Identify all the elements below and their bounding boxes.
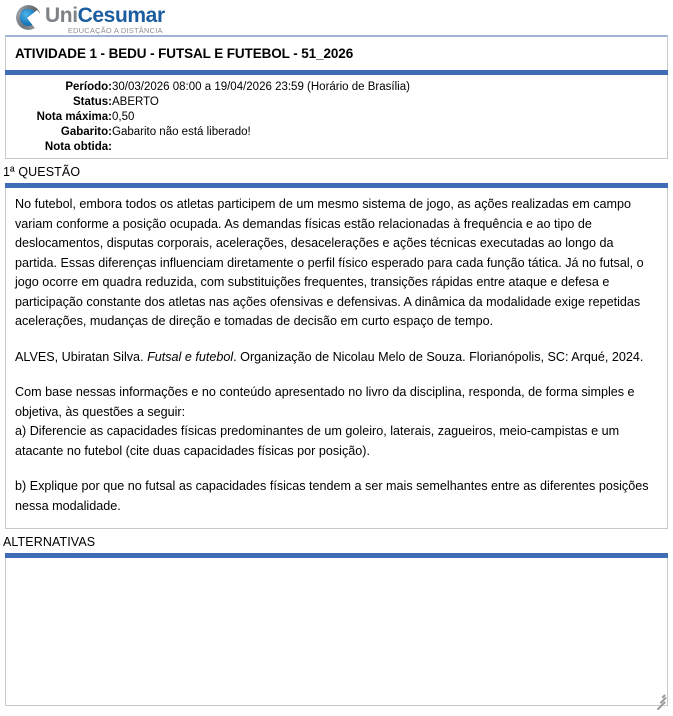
answer-heading: ALTERNATIVAS: [3, 535, 96, 549]
metadata-label: Gabarito:: [60, 126, 112, 138]
answer-panel: [5, 558, 668, 706]
metadata-value: Gabarito não está liberado!: [112, 126, 251, 138]
activity-metadata-panel: [5, 75, 668, 159]
metadata-label: Nota máxima:: [36, 111, 112, 123]
metadata-value: [112, 140, 667, 155]
question-panel: [5, 188, 668, 529]
metadata-value: 30/03/2026 08:00 a 19/04/2026 23:59 (Horário de Brasília): [112, 81, 410, 93]
metadata-value: 0,50: [112, 111, 135, 123]
metadata-value: ABERTO: [112, 96, 159, 108]
metadata-row-nota-maxima: [6, 110, 667, 125]
brand-header: [0, 0, 673, 35]
brand-word-uni: Uni: [45, 4, 78, 27]
citation-author: ALVES, Ubiratan Silva.: [15, 349, 148, 364]
citation-publisher: . Organização de Nicolau Melo de Souza. Florianópolis, SC: Arqué, 2024.: [233, 349, 644, 364]
metadata-row-gabarito: [6, 125, 667, 140]
brand-word-cesumar: Cesumar: [77, 4, 165, 27]
metadata-label: Período:: [65, 81, 112, 93]
metadata-label: Nota obtida:: [44, 141, 112, 153]
question-heading: 1ª QUESTÃO: [3, 165, 81, 179]
question-item-b: b) Explique por que no futsal as capacidades físicas tendem a ser mais semelhantes entre as diferentes posições nessa modalidade.: [15, 479, 649, 513]
metadata-row-periodo: [6, 80, 667, 95]
question-instruction: Com base nessas informações e no conteúdo apresentado no livro da disciplina, responda, de forma simples e objetiva, às questões a seguir:: [15, 385, 635, 419]
activity-title-panel: [5, 35, 668, 70]
metadata-row-nota-obtida: [6, 140, 667, 155]
unicesumar-logo-icon: [16, 5, 41, 30]
question-paragraph-context: No futebol, embora todos os atletas participem de um mesmo sistema de jogo, as ações realizadas em campo variam conforme a posição ocupada. As demandas físicas estão relacionadas à frequência e ao tipo de deslocamentos, disputas corporais, acelerações, desacelerações e ações técnicas executadas ao longo da partida. Essas diferenças influenciam diretamente o perfil físico esperado para cada função tática. Já no futsal, o jogo ocorre em quadra reduzida, com substituições frequentes, transições rápidas entre ataque e defesa e participação constante dos atletas nas ações ofensivas e defensivas. A dinâmica da modalidade exige repetidas acelerações, mudanças de direção e tomadas de decisão em curto espaço de tempo.: [15, 197, 644, 328]
brand-wordmark: [45, 4, 165, 35]
answer-input[interactable]: [6, 558, 667, 705]
page-title: ATIVIDADE 1 - BEDU - FUTSAL E FUTEBOL - 51_2026: [15, 46, 354, 61]
metadata-row-status: [6, 95, 667, 110]
question-item-a: a) Diferencie as capacidades físicas predominantes de um goleiro, laterais, zagueiros, meio-campistas e um atacante no futebol (cite duas capacidades físicas por posição).: [15, 424, 620, 458]
citation-title: Futsal e futebol: [147, 349, 234, 364]
metadata-label: Status:: [73, 96, 112, 108]
question-body: [6, 188, 667, 528]
brand-tagline: EDUCAÇÃO A DISTÂNCIA: [67, 26, 163, 35]
question-citation: [15, 348, 657, 368]
